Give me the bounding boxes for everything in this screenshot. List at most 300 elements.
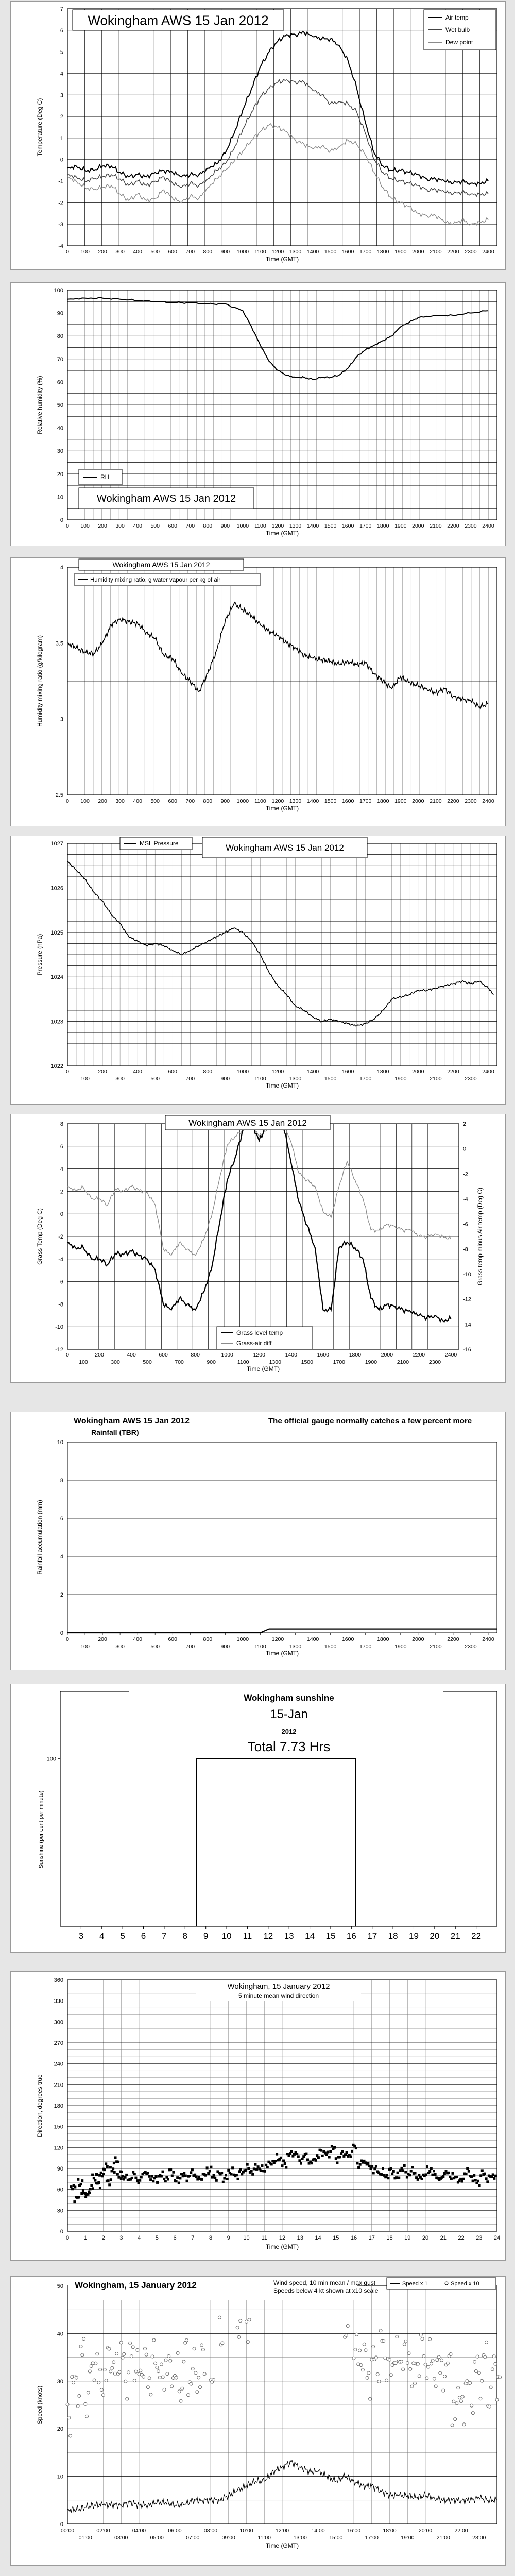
- temperature-chart: [11, 2, 505, 269]
- x-tick-label: 400: [133, 798, 142, 804]
- speed-x10-point: [248, 2318, 251, 2321]
- wind-direction-point: [372, 2172, 375, 2174]
- y-axis-label: Speed (knots): [36, 2385, 43, 2425]
- speed-x10-point: [427, 2365, 430, 2368]
- speed-x10-point: [437, 2355, 440, 2359]
- wind-direction-point: [380, 2173, 383, 2176]
- speed-x10-point: [363, 2343, 366, 2346]
- wind-direction-point: [95, 2173, 98, 2176]
- y-right-tick-label: 2: [463, 1121, 467, 1127]
- wind-direction-point: [147, 2172, 149, 2174]
- y-tick-label: 3.5: [55, 640, 63, 647]
- x-tick-label: 04:00: [132, 2528, 146, 2534]
- wind-direction-point: [104, 2168, 106, 2171]
- x-tick-label: 1200: [271, 523, 284, 529]
- y-tick-label: 180: [54, 2103, 63, 2109]
- y-axis-label: Humidity mixing ratio (g/kilogram): [36, 635, 43, 727]
- x-tick-label: 24: [493, 2235, 501, 2241]
- wind-direction-point: [231, 2166, 234, 2169]
- x-tick-label: 900: [220, 523, 230, 529]
- x-tick-label: 600: [168, 1636, 178, 1642]
- x-tick-label: 200: [98, 523, 107, 529]
- speed-x10-point: [119, 2341, 123, 2344]
- wind-direction-point: [162, 2171, 164, 2173]
- wind-direction-point: [305, 2153, 307, 2155]
- series-points-speed-x10: [66, 2316, 502, 2437]
- x-tick-label: 1700: [359, 249, 372, 255]
- y-right-tick-label: -16: [463, 1347, 471, 1353]
- x-tick-label: 5: [120, 1931, 125, 1941]
- x-tick-label: 2000: [412, 798, 424, 804]
- x-tick-label: 800: [203, 798, 213, 804]
- chart-title: Wokingham sunshine: [244, 1693, 334, 1703]
- plot-frame: [67, 1442, 497, 1633]
- speed-x10-point: [461, 2395, 464, 2398]
- wind-direction-point: [351, 2150, 353, 2153]
- x-tick-label: 700: [185, 798, 195, 804]
- x-tick-label: 1000: [236, 249, 249, 255]
- wind-direction-point: [237, 2178, 239, 2180]
- wind-direction-point: [357, 2166, 360, 2169]
- speed-x10-point: [479, 2397, 482, 2400]
- x-tick-label: 12: [279, 2235, 286, 2241]
- legend-label: Speed x 10: [451, 2281, 479, 2287]
- x-tick-label: 900: [220, 798, 230, 804]
- x-tick-label: 1900: [394, 1643, 407, 1650]
- x-tick-label: 1500: [324, 523, 337, 529]
- speed-x10-point: [431, 2359, 434, 2362]
- speed-x10-point: [187, 2394, 190, 2397]
- x-tick-label: 7: [162, 1931, 167, 1941]
- wind-direction-point: [246, 2163, 249, 2166]
- x-tick-label: 600: [159, 1352, 168, 1358]
- speed-x10-point: [160, 2363, 163, 2366]
- y-tick-label: 30: [57, 2208, 63, 2214]
- y-tick-label: 1025: [50, 929, 63, 936]
- x-tick-label: 15: [325, 1931, 336, 1941]
- wind-direction-point: [280, 2157, 282, 2159]
- wind-direction-point: [84, 2196, 87, 2198]
- x-tick-label: 300: [115, 1076, 125, 1082]
- wind-direction-point: [222, 2181, 225, 2183]
- speed-x10-point: [154, 2362, 157, 2365]
- wind-direction-point: [461, 2180, 464, 2183]
- speed-x10-point: [127, 2371, 130, 2374]
- x-tick-label: 14: [305, 1931, 315, 1941]
- speed-x10-point: [129, 2342, 132, 2345]
- speed-x10-point: [379, 2329, 382, 2332]
- y-tick-label: 120: [54, 2145, 63, 2151]
- speed-x10-point: [477, 2371, 480, 2375]
- speed-x10-point: [425, 2377, 428, 2380]
- wind-direction-point: [247, 2167, 250, 2170]
- x-tick-label: 2300: [428, 1359, 441, 1365]
- wind-direction-point: [327, 2151, 329, 2154]
- wind-direction-point: [281, 2164, 284, 2167]
- x-axis-label: Time (GMT): [265, 256, 299, 263]
- chart-title: Wokingham, 15 January 2012: [75, 2280, 197, 2290]
- x-tick-label: 2200: [447, 798, 459, 804]
- x-tick-label: 800: [203, 1069, 213, 1075]
- legend: [79, 469, 122, 485]
- y-right-tick-label: -8: [463, 1246, 468, 1253]
- x-tick-label: 1600: [341, 798, 354, 804]
- y-tick-label: 210: [54, 2082, 63, 2089]
- y-tick-label: 90: [57, 2166, 63, 2172]
- wind-direction-point: [200, 2178, 203, 2181]
- wind-direction-point: [466, 2167, 469, 2170]
- x-tick-label: 18:00: [383, 2528, 397, 2534]
- wind-direction-point: [223, 2177, 226, 2180]
- y-right-tick-label: -2: [463, 1171, 468, 1178]
- series-line-mixing-ratio: [67, 602, 488, 709]
- speed-x10-point: [175, 2376, 178, 2379]
- wind-direction-point: [254, 2163, 256, 2166]
- y-tick-label: 20: [57, 2426, 63, 2433]
- x-tick-label: 2000: [412, 1069, 424, 1075]
- wind-direction-point: [282, 2160, 285, 2162]
- x-tick-label: 03:00: [114, 2535, 128, 2541]
- x-tick-label: 06:00: [168, 2528, 182, 2534]
- wind-direction-point: [386, 2174, 388, 2177]
- speed-x10-point: [179, 2399, 182, 2402]
- y-tick-label: 2.5: [55, 792, 63, 799]
- y-right-tick-label: -14: [463, 1321, 471, 1328]
- wind-direction-point: [230, 2173, 233, 2175]
- x-tick-label: 1700: [359, 798, 372, 804]
- speed-x10-point: [369, 2397, 372, 2400]
- x-tick-label: 2300: [465, 798, 477, 804]
- legend-label: Wet bulb: [445, 26, 470, 33]
- x-tick-label: 100: [80, 1643, 90, 1650]
- speed-x10-point: [157, 2370, 160, 2373]
- y-tick-label: 70: [57, 356, 63, 363]
- y-tick-label: 40: [57, 2331, 63, 2337]
- wind-direction-point: [401, 2167, 403, 2170]
- legend: [424, 10, 496, 50]
- wind-direction-point: [117, 2176, 120, 2179]
- x-tick-label: 5: [155, 2235, 159, 2241]
- wind-direction-point: [356, 2162, 358, 2164]
- x-tick-label: 1800: [377, 798, 389, 804]
- x-tick-label: 1200: [271, 249, 284, 255]
- x-tick-label: 2400: [482, 523, 494, 529]
- x-tick-label: 2300: [465, 1643, 477, 1650]
- speed-x10-point: [239, 2319, 242, 2323]
- speed-x10-point: [462, 2423, 466, 2426]
- wind-direction-point: [99, 2187, 101, 2189]
- wind-direction-point: [182, 2175, 184, 2177]
- x-tick-label: 14: [315, 2235, 321, 2241]
- speed-x10-point: [412, 2362, 415, 2365]
- series-line-rainfall: [67, 1629, 497, 1633]
- wind-direction-point: [191, 2168, 194, 2171]
- speed-x10-point: [385, 2379, 388, 2382]
- speed-x10-point: [471, 2412, 474, 2415]
- speed-x10-point: [181, 2387, 184, 2390]
- x-tick-label: 2200: [447, 523, 459, 529]
- y-tick-label: 1024: [50, 974, 63, 981]
- y-tick-label: 100: [46, 1756, 56, 1762]
- x-tick-label: 1500: [324, 249, 337, 255]
- wind-direction-point: [235, 2174, 238, 2176]
- speed-x10-point: [474, 2370, 477, 2373]
- x-tick-label: 22:00: [454, 2528, 468, 2534]
- x-tick-label: 2400: [482, 249, 494, 255]
- speed-x10-point: [352, 2357, 355, 2360]
- speed-x10-point: [170, 2385, 174, 2388]
- speed-x10-point: [144, 2347, 147, 2350]
- wind-direction-point: [465, 2173, 468, 2175]
- speed-x10-point: [81, 2353, 84, 2357]
- x-tick-label: 500: [150, 1076, 160, 1082]
- series-line-air-temp: [67, 31, 488, 185]
- wind-direction-point: [206, 2166, 209, 2169]
- rainfall-chart: [11, 1412, 505, 1670]
- speed-x10-point: [469, 2381, 472, 2384]
- wind-direction-point: [462, 2178, 465, 2180]
- wind-direction-point: [452, 2172, 454, 2175]
- y-tick-label: 300: [54, 2019, 63, 2026]
- wind-direction-point: [411, 2166, 414, 2168]
- x-tick-label: 1600: [341, 1069, 354, 1075]
- chart-subtitle: Wind speed, 10 min mean / max gust: [273, 2279, 376, 2286]
- wind-direction-point: [403, 2164, 406, 2167]
- x-tick-label: 00:00: [60, 2528, 75, 2534]
- wind-direction-point: [311, 2162, 313, 2164]
- speed-x10-point: [156, 2366, 159, 2369]
- x-tick-label: 4: [137, 2235, 141, 2241]
- x-tick-label: 17:00: [365, 2535, 379, 2541]
- speed-x10-point: [433, 2377, 436, 2380]
- x-tick-label: 400: [133, 1069, 142, 1075]
- wind-direction-point: [204, 2174, 207, 2177]
- x-tick-label: 08:00: [203, 2528, 218, 2534]
- wind-direction-point: [426, 2165, 428, 2168]
- y-tick-label: 60: [57, 379, 63, 386]
- y-tick-label: -2: [58, 200, 63, 207]
- speed-x10-point: [492, 2355, 495, 2358]
- wind-direction-point: [472, 2180, 474, 2182]
- wind-direction-point: [442, 2175, 444, 2178]
- y-tick-label: -4: [58, 243, 63, 249]
- legend-label: Air temp: [445, 14, 469, 21]
- wind-direction-point: [468, 2170, 470, 2173]
- speed-x10-point: [201, 2348, 204, 2351]
- y-tick-label: 60: [57, 2187, 63, 2193]
- x-tick-label: 400: [133, 523, 142, 529]
- chart-title: Wokingham AWS 15 Jan 2012: [74, 1417, 190, 1426]
- wind-direction-point: [172, 2171, 175, 2174]
- x-tick-label: 11: [261, 2235, 267, 2241]
- speed-x10-point: [105, 2379, 108, 2382]
- y-tick-label: 1: [60, 135, 63, 142]
- x-tick-label: 1800: [377, 1636, 389, 1642]
- x-tick-label: 1800: [377, 523, 389, 529]
- speed-x10-point: [113, 2372, 116, 2375]
- y-tick-label: 5: [60, 49, 63, 56]
- x-tick-label: 2300: [465, 249, 477, 255]
- speed-x10-point: [102, 2394, 105, 2397]
- x-tick-label: 21: [440, 2235, 447, 2241]
- x-axis-label: Time (GMT): [265, 1082, 299, 1089]
- speed-x10-point: [185, 2338, 188, 2342]
- y-axis-label: Direction, degrees true: [36, 2074, 43, 2137]
- speed-x10-point: [376, 2373, 379, 2376]
- y-tick-label: 0: [60, 2521, 63, 2528]
- wind-direction-point: [108, 2183, 111, 2186]
- speed-x10-point: [374, 2356, 377, 2359]
- y-tick-label: 0: [60, 1630, 63, 1636]
- wind-direction-point: [431, 2174, 434, 2176]
- wind-direction-point: [260, 2169, 262, 2172]
- wind-direction-point: [82, 2189, 84, 2192]
- speed-x10-point: [79, 2345, 82, 2348]
- x-tick-label: 600: [168, 249, 178, 255]
- x-tick-label: 2000: [412, 1636, 424, 1642]
- x-tick-label: 200: [98, 1636, 107, 1642]
- speed-x10-point: [94, 2362, 97, 2365]
- wind-direction-point: [395, 2176, 398, 2179]
- x-tick-label: 3: [119, 2235, 123, 2241]
- rainfall-chart-panel: [10, 1412, 506, 1670]
- speed-x10-point: [76, 2404, 79, 2408]
- y-axis-label: Temperature (Deg C): [36, 98, 43, 157]
- chart-subtitle: 5 minute mean wind direction: [238, 1992, 319, 1999]
- x-tick-label: 23: [476, 2235, 483, 2241]
- wind-direction-point: [164, 2180, 167, 2182]
- speed-x10-point: [400, 2360, 403, 2363]
- speed-x10-point: [499, 2376, 502, 2379]
- x-tick-label: 300: [115, 249, 125, 255]
- speed-x10-point: [457, 2386, 460, 2389]
- speed-x10-point: [203, 2372, 206, 2376]
- x-tick-label: 16: [350, 2235, 357, 2241]
- speed-x10-point: [414, 2382, 417, 2385]
- x-tick-label: 0: [65, 2235, 70, 2241]
- wind-direction-point: [156, 2181, 159, 2184]
- rainfall-grid: [67, 1442, 497, 1635]
- series-points-wind-direction: [70, 2144, 497, 2203]
- wind-direction-point: [163, 2178, 165, 2180]
- x-tick-label: 1900: [365, 1359, 377, 1365]
- x-tick-label: 1700: [359, 1076, 372, 1082]
- wind-direction-point: [106, 2165, 109, 2168]
- y-tick-label: 1023: [50, 1019, 63, 1025]
- speed-x10-point: [148, 2377, 151, 2380]
- speed-x10-point: [191, 2367, 194, 2370]
- speed-x10-point: [139, 2369, 142, 2372]
- x-tick-label: 15:00: [329, 2535, 343, 2541]
- x-tick-label: 1100: [254, 798, 266, 804]
- y-tick-label: 0: [60, 157, 63, 163]
- wind-direction-point: [116, 2173, 119, 2176]
- speed-x10-point: [451, 2424, 454, 2427]
- x-axis-label: Time (GMT): [265, 805, 299, 812]
- x-tick-label: 1300: [289, 1643, 302, 1650]
- wind-direction-point: [392, 2170, 395, 2173]
- wind-direction-point: [102, 2173, 105, 2175]
- wind-direction-point: [484, 2173, 486, 2175]
- wind-direction-point: [89, 2188, 92, 2190]
- speed-x10-point: [212, 2378, 215, 2381]
- x-tick-label: 2200: [447, 1636, 459, 1642]
- y-tick-label: 7: [60, 6, 63, 12]
- speed-x10-point: [221, 2342, 224, 2345]
- y-tick-label: -6: [58, 1279, 63, 1285]
- wind-direction-point: [375, 2165, 377, 2168]
- speed-x10-point: [491, 2368, 494, 2371]
- x-tick-label: 18: [386, 2235, 393, 2241]
- x-tick-label: 7: [191, 2235, 195, 2241]
- x-tick-label: 0: [66, 523, 69, 529]
- speed-x10-point: [158, 2376, 161, 2379]
- speed-x10-point: [190, 2382, 193, 2385]
- wind-direction-point: [391, 2173, 393, 2175]
- wind-direction-point: [335, 2157, 337, 2160]
- y-tick-label: 8: [60, 1478, 63, 1484]
- wind-direction-point: [77, 2196, 80, 2199]
- x-tick-label: 1600: [341, 1636, 354, 1642]
- x-tick-label: 700: [185, 249, 195, 255]
- speed-x10-point: [75, 2376, 78, 2379]
- x-tick-label: 6: [141, 1931, 146, 1941]
- x-tick-label: 1100: [254, 1643, 266, 1650]
- speed-x10-point: [138, 2372, 141, 2376]
- x-tick-label: 1000: [236, 1636, 249, 1642]
- x-tick-label: 2300: [465, 523, 477, 529]
- wind-direction-point: [333, 2146, 336, 2149]
- wind-direction-point: [443, 2172, 446, 2175]
- speed-x10-point: [176, 2351, 179, 2354]
- speed-x10-point: [436, 2359, 439, 2362]
- x-tick-label: 1100: [254, 523, 266, 529]
- speed-x10-point: [452, 2400, 455, 2403]
- x-tick-label: 9: [227, 2235, 230, 2241]
- wind-direction-point: [169, 2168, 172, 2171]
- x-tick-label: 600: [168, 523, 178, 529]
- wind-direction-point: [266, 2166, 269, 2168]
- wind-direction-point: [329, 2150, 332, 2153]
- wind-direction-point: [402, 2169, 404, 2172]
- wind-speed-chart-panel: [10, 2276, 506, 2566]
- wind-direction-point: [253, 2167, 255, 2170]
- x-tick-label: 11: [243, 1931, 252, 1941]
- wind-direction-point: [404, 2171, 407, 2174]
- wind-direction-point: [138, 2182, 140, 2184]
- x-tick-label: 0: [66, 1352, 69, 1358]
- speed-x10-point: [361, 2368, 364, 2371]
- y-right-tick-label: -6: [463, 1221, 468, 1228]
- speed-x10-point: [196, 2391, 199, 2394]
- x-tick-label: 20: [430, 1931, 440, 1941]
- wind-direction-point: [367, 2162, 369, 2165]
- x-tick-label: 400: [133, 249, 142, 255]
- x-tick-label: 2200: [447, 249, 459, 255]
- wind-direction-point: [117, 2161, 119, 2163]
- speed-x10-point: [246, 2341, 249, 2344]
- x-tick-label: 1000: [236, 798, 249, 804]
- wind-direction-point: [113, 2171, 116, 2174]
- wind-direction-point: [382, 2167, 384, 2170]
- x-tick-label: 500: [150, 523, 160, 529]
- speed-x10-point: [118, 2370, 121, 2374]
- y-tick-label: 90: [57, 310, 63, 317]
- x-tick-label: 2200: [413, 1352, 425, 1358]
- speed-x10-point: [166, 2372, 169, 2376]
- x-tick-label: 21:00: [436, 2535, 450, 2541]
- wind-direction-point: [297, 2155, 300, 2158]
